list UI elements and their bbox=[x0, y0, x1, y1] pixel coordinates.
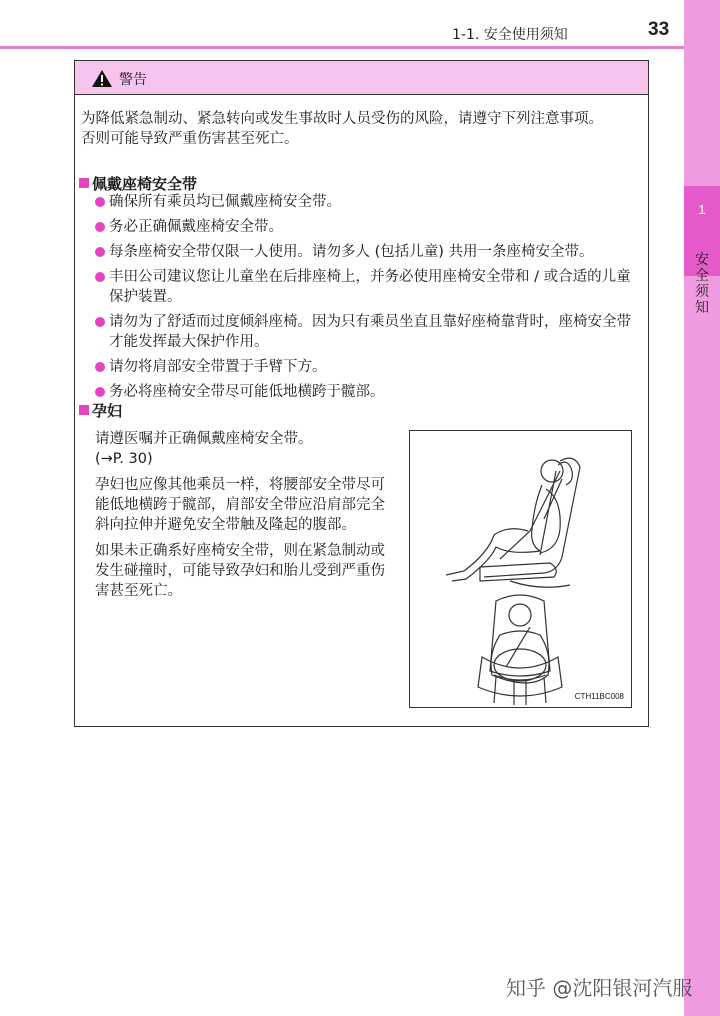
warning-triangle-icon bbox=[91, 69, 113, 88]
page-number: 33 bbox=[648, 19, 670, 40]
side-tab-title: 安全须知 bbox=[695, 252, 709, 316]
side-tab-chapter: 1 bbox=[698, 202, 706, 217]
bullet-dot-icon bbox=[95, 222, 105, 232]
list-item: 务必将座椅安全带尽可能低地横跨于髋部。 bbox=[95, 382, 643, 402]
warning-header bbox=[75, 61, 648, 95]
header-section-title: 1-1. 安全使用须知 bbox=[452, 27, 568, 43]
header-rule bbox=[0, 46, 684, 49]
paragraph: 如果未正确系好座椅安全带，则在紧急制动或发生碰撞时，可能导致孕妇和胎儿受到严重伤害甚至死亡。 bbox=[95, 543, 385, 599]
list-item: 丰田公司建议您让儿童坐在后排座椅上，并务必使用座椅安全带和 / 或合适的儿童保护装置。 bbox=[95, 267, 643, 307]
bullet-dot-icon bbox=[95, 197, 105, 207]
seatbelt-bullet-list bbox=[95, 192, 643, 407]
paragraph: 请遵医嘱并正确佩戴座椅安全带。 bbox=[95, 431, 313, 447]
bullet-dot-icon bbox=[95, 247, 105, 257]
bullet-dot-icon bbox=[95, 362, 105, 372]
bullet-dot-icon bbox=[95, 272, 105, 282]
section-heading-pregnant: 孕妇 bbox=[79, 400, 122, 421]
figure-id: CTH11BC008 bbox=[574, 692, 624, 701]
bullet-dot-icon bbox=[95, 317, 105, 327]
intro-line: 否则可能导致严重伤害甚至死亡。 bbox=[81, 131, 299, 147]
warning-intro bbox=[81, 109, 641, 149]
paragraph: 孕妇也应像其他乘员一样，将腰部安全带尽可能低地横跨于髋部，肩部安全带应沿肩部完全斜向拉伸并避免安全带触及隆起的腹部。 bbox=[95, 477, 385, 533]
page-reference: (→P. 30) bbox=[95, 451, 153, 467]
warning-box bbox=[74, 60, 649, 727]
bullet-dot-icon bbox=[95, 387, 105, 397]
pregnant-text bbox=[95, 429, 395, 607]
warning-title: 警告 bbox=[119, 72, 147, 88]
seated-pregnant-woman-drawing bbox=[410, 431, 631, 707]
side-tab bbox=[684, 0, 720, 1016]
watermark: 知乎 @沈阳银河汽服 bbox=[506, 976, 693, 1000]
section-heading-seatbelt: 佩戴座椅安全带 bbox=[79, 173, 197, 194]
list-item: 每条座椅安全带仅限一人使用。请勿多人 (包括儿童) 共用一条座椅安全带。 bbox=[95, 242, 643, 262]
list-item: 确保所有乘员均已佩戴座椅安全带。 bbox=[95, 192, 643, 212]
list-item: 请勿将肩部安全带置于手臂下方。 bbox=[95, 357, 643, 377]
pregnant-seatbelt-illustration bbox=[409, 430, 632, 708]
square-bullet-icon bbox=[79, 178, 89, 188]
list-item: 请勿为了舒适而过度倾斜座椅。因为只有乘员坐直且靠好座椅靠背时，座椅安全带才能发挥最大保护作用。 bbox=[95, 312, 643, 352]
list-item: 务必正确佩戴座椅安全带。 bbox=[95, 217, 643, 237]
intro-line: 为降低紧急制动、紧急转向或发生事故时人员受伤的风险，请遵守下列注意事项。 bbox=[81, 111, 603, 127]
square-bullet-icon bbox=[79, 405, 89, 415]
